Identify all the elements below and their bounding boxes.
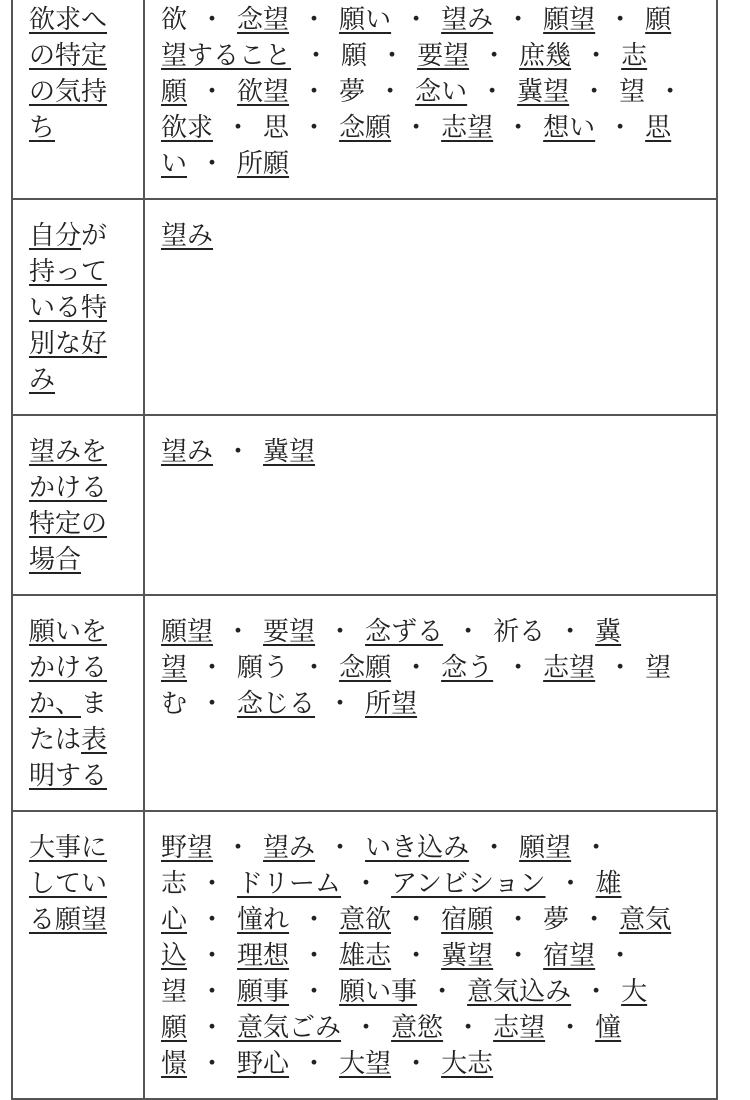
word-text: 思 (263, 113, 290, 143)
sense-label (12, 0, 144, 199)
separator: ・ (377, 77, 404, 107)
sense-label (12, 415, 144, 595)
separator: ・ (301, 653, 328, 683)
word-link[interactable]: 願い (339, 5, 392, 35)
word-link[interactable]: 意欲 (339, 905, 392, 935)
word-link[interactable]: 野心 (237, 1049, 290, 1079)
separator: ・ (199, 77, 226, 107)
word-text: 望 (619, 77, 646, 107)
word-link[interactable]: 望み (161, 221, 214, 251)
word-link[interactable]: 宿望 (543, 941, 596, 971)
word-link[interactable]: ドリーム (237, 869, 342, 899)
separator: ・ (403, 905, 430, 935)
word-link[interactable]: 願事 (237, 977, 290, 1007)
separator: ・ (479, 77, 506, 107)
separator: ・ (455, 617, 482, 647)
sense-link[interactable]: 表明する (29, 725, 108, 791)
separator: ・ (301, 1049, 328, 1079)
word-link[interactable]: 庶幾 (519, 41, 572, 71)
separator: ・ (301, 113, 328, 143)
separator: ・ (607, 653, 634, 683)
separator: ・ (403, 1049, 430, 1079)
word-link[interactable]: 冀望 (263, 437, 316, 467)
table-row (12, 0, 717, 199)
separator: ・ (607, 113, 634, 143)
word-link[interactable]: 念願 (339, 653, 392, 683)
word-link[interactable]: 願望 (543, 5, 596, 35)
separator: ・ (403, 5, 430, 35)
separator: ・ (583, 977, 610, 1007)
word-link[interactable]: 意慾 (391, 1013, 444, 1043)
separator: ・ (403, 653, 430, 683)
word-link[interactable]: 憧憬 (161, 1013, 622, 1079)
word-link[interactable]: 望み (441, 5, 494, 35)
separator: ・ (607, 941, 634, 971)
word-link[interactable]: アンビション (391, 869, 546, 899)
separator: ・ (301, 977, 328, 1007)
word-link[interactable]: 望み (263, 833, 316, 863)
sense-label (12, 811, 144, 1099)
word-list (144, 811, 717, 1099)
word-link[interactable]: 願望 (519, 833, 572, 863)
separator: ・ (583, 41, 610, 71)
separator: ・ (225, 617, 252, 647)
separator: ・ (379, 41, 406, 71)
word-link[interactable]: 想い (543, 113, 596, 143)
word-link[interactable]: 所願 (237, 149, 290, 179)
separator: ・ (583, 833, 610, 863)
separator: ・ (199, 1049, 226, 1079)
separator: ・ (481, 833, 508, 863)
word-link[interactable]: 志望 (543, 653, 596, 683)
sense-label (12, 595, 144, 811)
word-link[interactable]: 志望 (493, 1013, 546, 1043)
table-row (12, 595, 717, 811)
word-link[interactable]: 大志 (441, 1049, 494, 1079)
separator: ・ (505, 905, 532, 935)
separator: ・ (327, 689, 354, 719)
separator: ・ (455, 1013, 482, 1043)
sense-link[interactable]: 望みをかける特定の場合 (29, 437, 108, 575)
separator: ・ (481, 41, 508, 71)
sense-label (12, 199, 144, 415)
word-text: 夢 (339, 77, 366, 107)
separator: ・ (581, 77, 608, 107)
separator: ・ (327, 617, 354, 647)
separator: ・ (199, 5, 226, 35)
separator: ・ (403, 941, 430, 971)
table-row (12, 199, 717, 415)
sense-text: または (29, 689, 108, 755)
word-text: 願う (237, 653, 290, 683)
word-link[interactable]: 意気込 (161, 905, 672, 971)
word-link[interactable]: 大望 (339, 1049, 392, 1079)
word-link[interactable]: 雄心 (161, 869, 622, 935)
separator: ・ (225, 113, 252, 143)
separator: ・ (301, 5, 328, 35)
separator: ・ (505, 5, 532, 35)
separator: ・ (557, 617, 584, 647)
word-link[interactable]: 野望 (161, 833, 214, 863)
separator: ・ (301, 905, 328, 935)
separator: ・ (199, 653, 226, 683)
word-link[interactable]: 憧れ (237, 905, 290, 935)
word-link[interactable]: 冀望 (441, 941, 494, 971)
separator: ・ (557, 1013, 584, 1043)
word-link[interactable]: 念じる (237, 689, 316, 719)
separator: ・ (199, 905, 226, 935)
sense-text: が (81, 221, 108, 251)
thesaurus-table (11, 0, 718, 1100)
sense-link[interactable]: 自分 (29, 221, 82, 251)
sense-link[interactable]: 欲求への特定の気持ち (29, 5, 108, 143)
table-row (12, 415, 717, 595)
separator: ・ (327, 833, 354, 863)
separator: ・ (353, 1013, 380, 1043)
separator: ・ (225, 437, 252, 467)
separator: ・ (301, 77, 328, 107)
word-list (144, 595, 717, 811)
separator: ・ (657, 77, 684, 107)
word-link[interactable]: 意気ごみ (237, 1013, 342, 1043)
word-text: 望 (161, 977, 188, 1007)
word-link[interactable]: 欲求 (161, 113, 214, 143)
word-link[interactable]: 意気込み (467, 977, 572, 1007)
word-text: 望む (161, 653, 672, 719)
word-link[interactable]: 念願 (339, 113, 392, 143)
separator: ・ (225, 833, 252, 863)
word-text: 夢 (543, 905, 570, 935)
separator: ・ (199, 1013, 226, 1043)
word-link[interactable]: 所望 (365, 689, 418, 719)
separator: ・ (505, 653, 532, 683)
word-link[interactable]: 思い (161, 113, 672, 179)
word-link[interactable]: 要望 (263, 617, 316, 647)
word-link[interactable]: 要望 (417, 41, 470, 71)
word-link[interactable]: 念ずる (365, 617, 444, 647)
word-link[interactable]: 望み (161, 437, 214, 467)
word-link[interactable]: 願望すること (161, 5, 672, 71)
word-link[interactable]: 大願 (161, 977, 648, 1043)
sense-link[interactable]: 願いをかけるか、 (29, 617, 108, 719)
separator: ・ (199, 869, 226, 899)
word-link[interactable]: 願い事 (339, 977, 418, 1007)
separator: ・ (429, 977, 456, 1007)
separator: ・ (581, 905, 608, 935)
word-link[interactable]: 冀望 (517, 77, 570, 107)
separator: ・ (199, 977, 226, 1007)
word-link[interactable]: 願望 (161, 617, 214, 647)
word-link[interactable]: 念い (415, 77, 468, 107)
separator: ・ (607, 5, 634, 35)
separator: ・ (557, 869, 584, 899)
word-link[interactable]: 念う (441, 653, 494, 683)
separator: ・ (505, 941, 532, 971)
separator: ・ (353, 869, 380, 899)
separator: ・ (505, 113, 532, 143)
separator: ・ (199, 689, 226, 719)
word-link[interactable]: 冀望 (161, 617, 622, 683)
sense-link[interactable]: 持っている特別な好み (29, 257, 108, 395)
word-link[interactable]: 雄志 (339, 941, 392, 971)
separator: ・ (199, 149, 226, 179)
word-list (144, 0, 717, 199)
word-text: 志 (161, 869, 188, 899)
word-link[interactable]: 志望 (441, 113, 494, 143)
sense-link[interactable]: 大事にしている願望 (29, 833, 108, 935)
word-text: 欲 (161, 5, 188, 35)
separator: ・ (301, 941, 328, 971)
separator: ・ (403, 113, 430, 143)
word-link[interactable]: 理想 (237, 941, 290, 971)
table-row (12, 811, 717, 1099)
separator: ・ (199, 941, 226, 971)
word-list (144, 415, 717, 595)
word-text: 祈る (493, 617, 546, 647)
word-link[interactable]: 宿願 (441, 905, 494, 935)
separator: ・ (303, 41, 330, 71)
word-link[interactable]: いき込み (365, 833, 470, 863)
word-link[interactable]: 志願 (161, 41, 648, 107)
word-list (144, 199, 717, 415)
word-link[interactable]: 欲望 (237, 77, 290, 107)
word-link[interactable]: 念望 (237, 5, 290, 35)
word-text: 願 (341, 41, 368, 71)
